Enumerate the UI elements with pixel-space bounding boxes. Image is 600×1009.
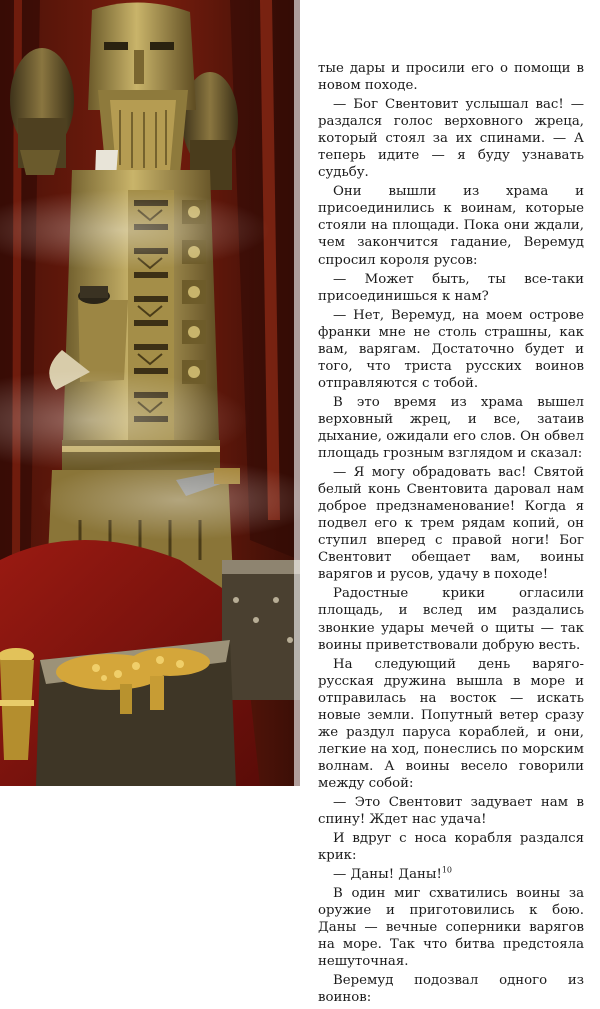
paragraph-3: Они вышли из храма и присоединились к воинам, которые стояли на площади. Пока они ждали, чем закончится гадание, Веремуд спросил короля русов: (318, 184, 584, 268)
paragraph-10: — Это Свентовит задувает нам в спину! Ждет нас удача! (318, 794, 584, 828)
paragraph-5: — Нет, Веремуд, на моем острове франки мне не столь страшны, как вам, варягам. Достаточно будет и того, что триста русских воинов отправляются с тобой. (318, 307, 584, 391)
paragraph-6: В это время из храма вышел верховный жрец, и все, затаив дыхание, ожидали его слов. Он обвел площадь грозным взглядом и сказал: (318, 394, 584, 462)
paragraph-12 (318, 866, 584, 883)
paragraph-1: тые дары и просили его о помощи в новом походе. (318, 61, 584, 94)
paragraph-8: Радостные крики огласили площадь, и вслед им раздались звонкие удары мечей о щиты — так воины приветствовали добрую весть. (318, 586, 584, 653)
paragraph-14: Веремуд подозвал одного из воинов: (318, 973, 584, 1006)
paragraph-13: В один миг схватились воины за оружие и приготовились к бою. Даны — вечные соперники варягов на море. Так что битва предстояла нешуточная. (318, 886, 584, 970)
svetovit-idol-illustration (0, 0, 300, 786)
footnote-mark: 10 (441, 865, 452, 875)
paragraph-2: — Бог Свентовит услышал вас! — раздался голос верховного жреца, который стоял за их спинами. — А теперь идите — я буду узнавать судьбу. (318, 97, 584, 181)
paragraph-9: На следующий день варяго-русская дружина вышла в море и отправилась на восток — искать новые земли. Попутный ветер сразу же раздул паруса кораблей, и они, легкие на ход, понеслись по морским волнам. А воины весело говорили между собой: (318, 656, 584, 791)
paragraph-11: И вдруг с носа корабля раздался крик: (318, 831, 584, 864)
illustration (0, 0, 300, 786)
paragraph-4: — Может быть, ты все-таки присоединишься к нам? (318, 271, 584, 304)
text-column (318, 60, 584, 1009)
paragraph-7: — Я могу обрадовать вас! Святой белый конь Свентовита даровал нам доброе предзнаменование! Когда я подвел его к трем рядам копий, он ступил вперед с правой ноги! Бог Свентовит обещает вам, воины варягов и русов, удачу в походе! (318, 465, 584, 583)
dialog-line: — Даны! Даны! (333, 867, 442, 883)
